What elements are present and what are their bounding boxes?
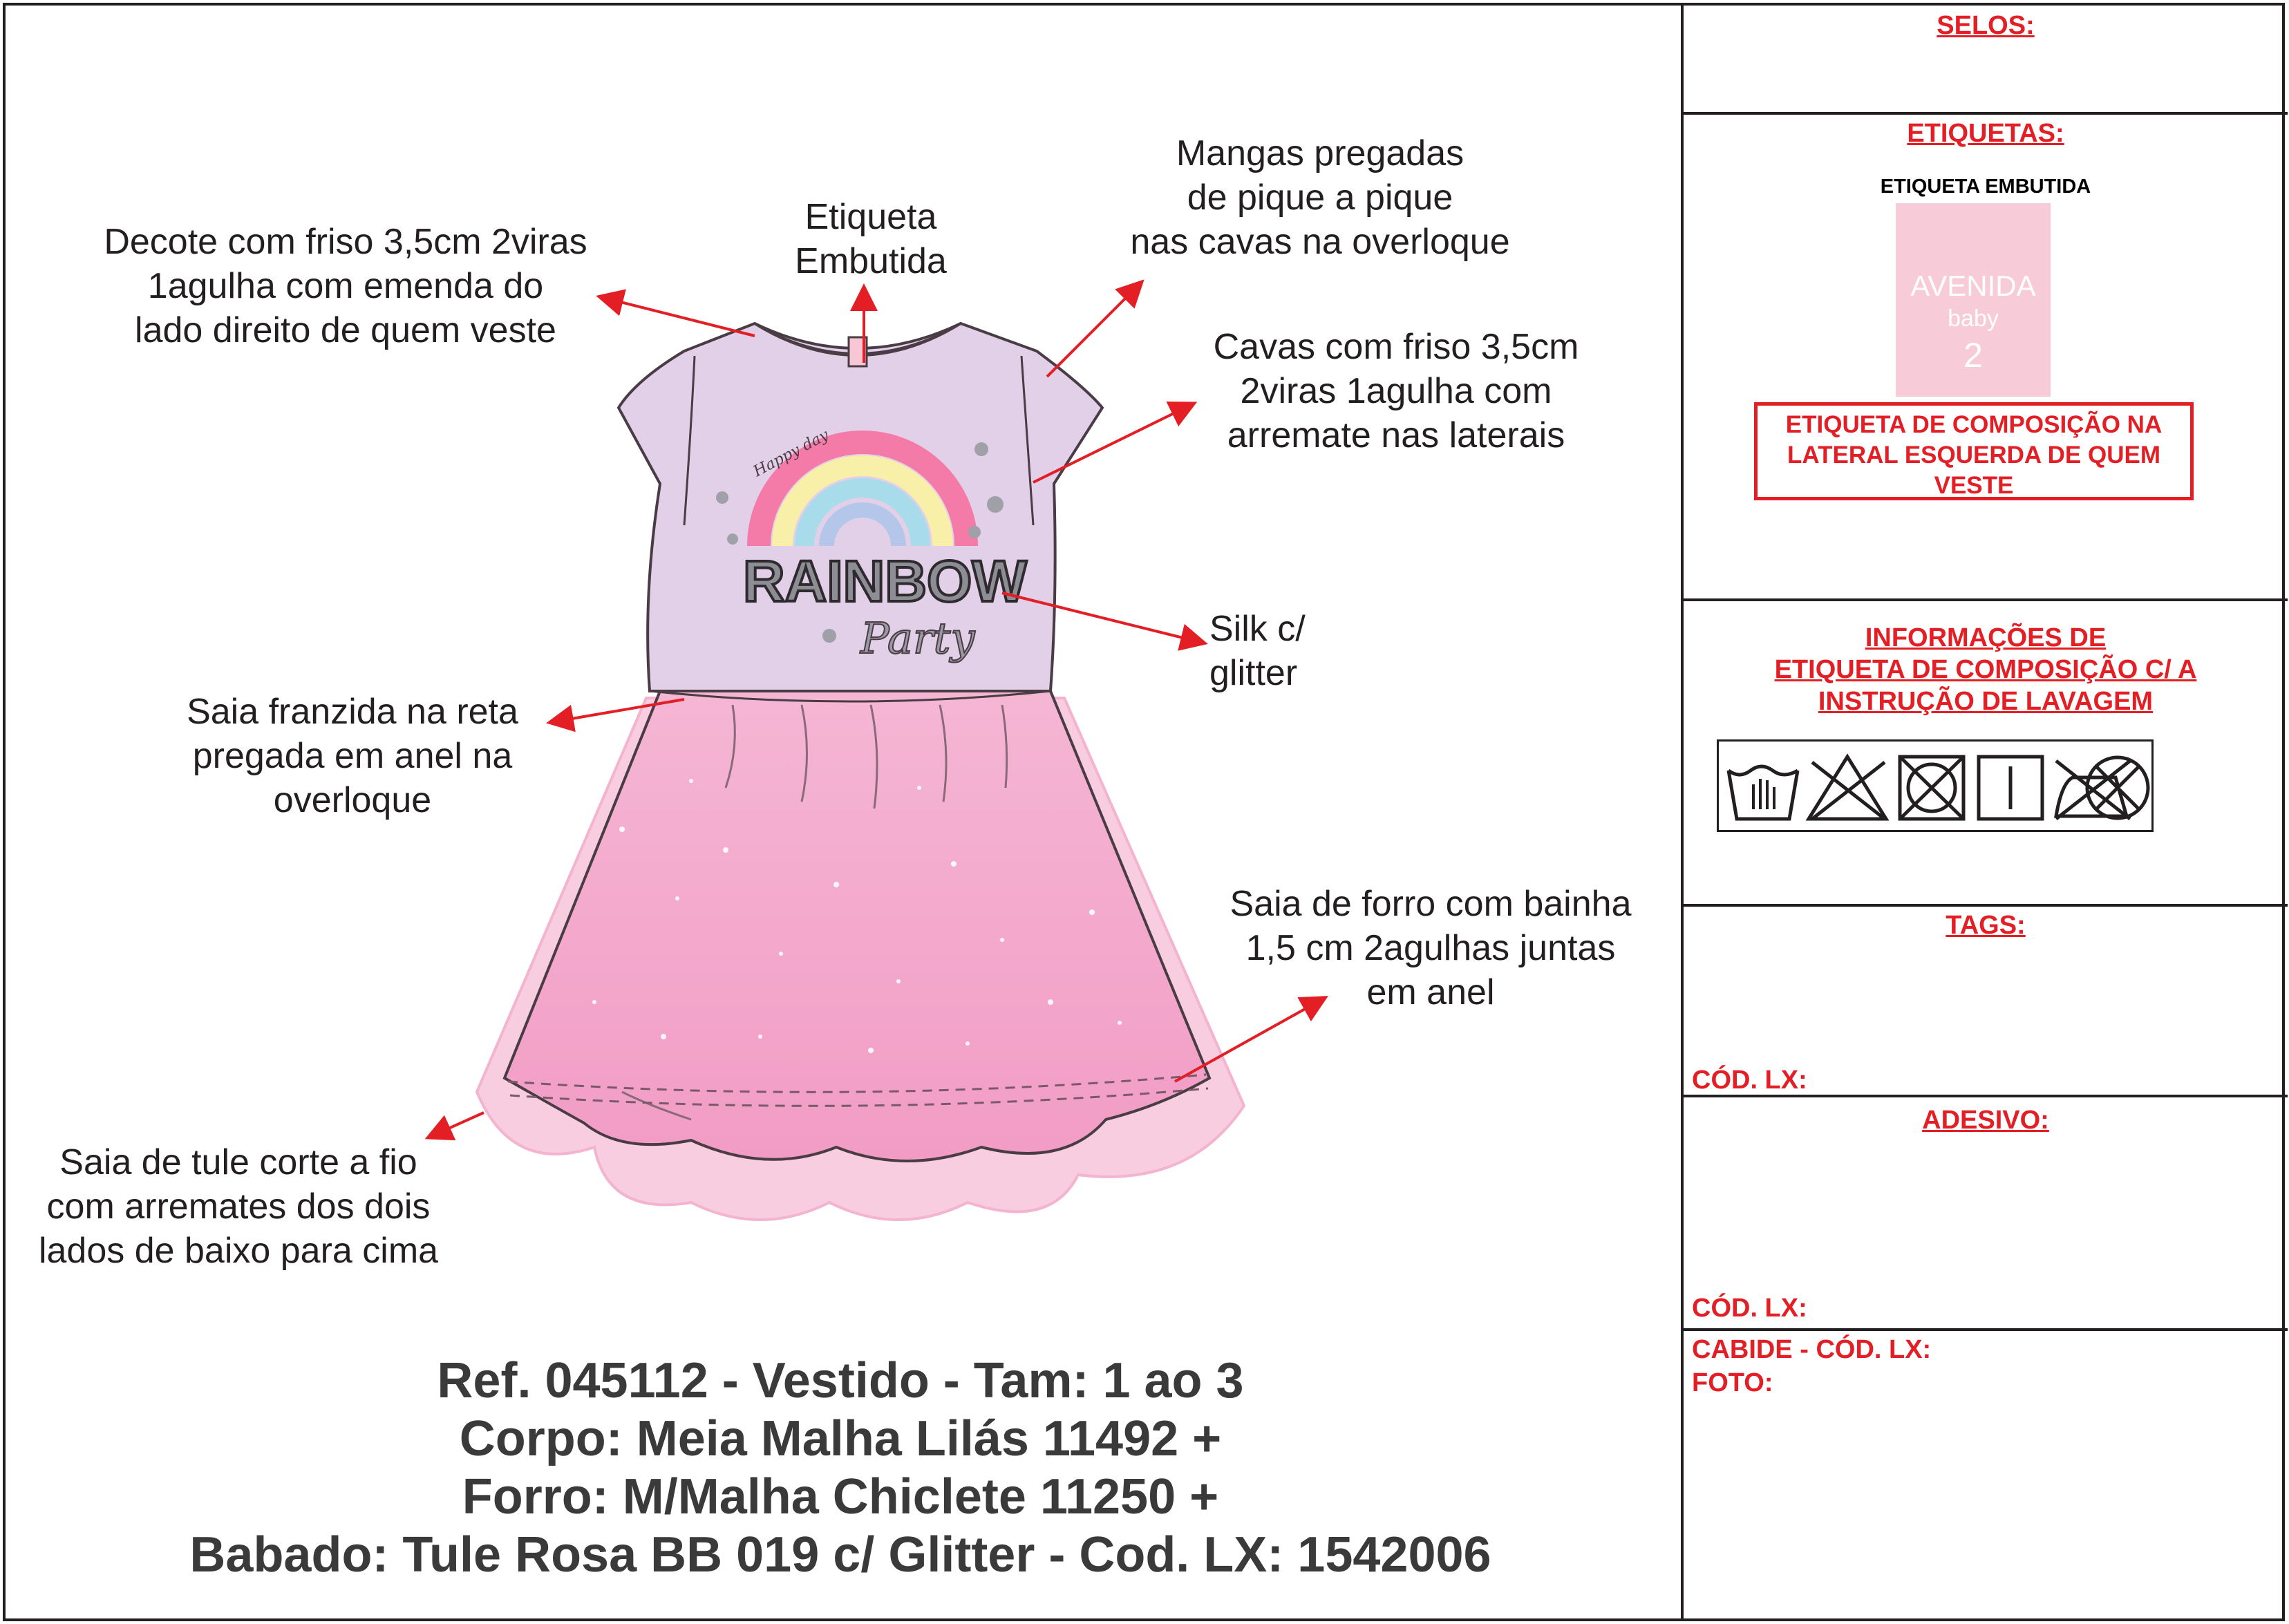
no-dry-clean-icon — [2080, 742, 2156, 834]
brand-label-name: AVENIDA — [1910, 270, 2036, 302]
care-symbols — [1717, 739, 2154, 832]
lining-skirt — [505, 691, 1209, 1161]
note-silk: Silk c/ glitter — [1209, 609, 1306, 693]
note-saia-franzida: Saia franzida na reta pregada em anel na overloque — [187, 692, 518, 820]
print-rainbow: RAINBOW — [743, 549, 1027, 614]
arrow-saia-tule — [430, 1113, 484, 1137]
brand-label-size: 2 — [1963, 336, 1983, 375]
section-etiquetas: ETIQUETAS: — [1907, 119, 2064, 148]
note-decote: Decote com friso 3,5cm 2viras 1agulha com emenda do lado direito de quem veste — [104, 222, 587, 350]
note-saia-forro: Saia de forro com bainha 1,5 cm 2agulhas juntas em anel — [1230, 884, 1632, 1012]
note-saia-tule: Saia de tule corte a fio com arremates dos dois lados de baixo para cima — [38, 1142, 439, 1271]
ref-line-1: Ref. 045112 - Vestido - Tam: 1 ao 3 — [437, 1353, 1244, 1408]
note-etiqueta: Etiqueta Embutida — [795, 197, 947, 281]
note-mangas: Mangas pregadas de pique a pique nas cavas na overloque — [1130, 133, 1510, 262]
section-informacoes: INFORMAÇÕES DE ETIQUETA DE COMPOSIÇÃO C/ A INSTRUÇÃO DE LAVAGEM — [1774, 623, 2197, 716]
no-tumble-dry-icon — [1900, 757, 1963, 819]
print-party: Party — [860, 613, 975, 663]
print-happy-day: Happy day — [751, 426, 832, 481]
ref-line-3: Forro: M/Malha Chiclete 11250 + — [462, 1469, 1219, 1524]
section-adesivo: ADESIVO: — [1922, 1106, 2049, 1135]
hand-wash-icon — [1728, 766, 1798, 819]
cod-lx-tags: CÓD. LX: — [1692, 1066, 1807, 1095]
etiqueta-embutida-caption: ETIQUETA EMBUTIDA — [1880, 176, 2091, 198]
brand-label-sub: baby — [1948, 305, 1999, 332]
section-tags: TAGS: — [1946, 911, 2026, 940]
foto-label: FOTO: — [1692, 1368, 1773, 1397]
ref-line-4: Babado: Tule Rosa BB 019 c/ Glitter - Cod. LX: 1542006 — [189, 1527, 1491, 1583]
line-dry-icon — [1979, 757, 2042, 819]
cabide-label: CABIDE - CÓD. LX: — [1692, 1335, 1932, 1364]
note-cavas: Cavas com friso 3,5cm 2viras 1agulha com arremate nas laterais — [1213, 327, 1579, 455]
cod-lx-adesivo: CÓD. LX: — [1692, 1294, 1807, 1323]
section-selos: SELOS: — [1937, 11, 2035, 40]
arrow-mangas — [1047, 283, 1140, 377]
brand-label — [1896, 203, 2051, 397]
composicao-note: ETIQUETA DE COMPOSIÇÃO NA LATERAL ESQUERDA DE QUEM VESTE — [1754, 402, 2194, 500]
ref-line-2: Corpo: Meia Malha Lilás 11492 + — [459, 1411, 1222, 1466]
no-bleach-icon — [1809, 757, 1886, 819]
